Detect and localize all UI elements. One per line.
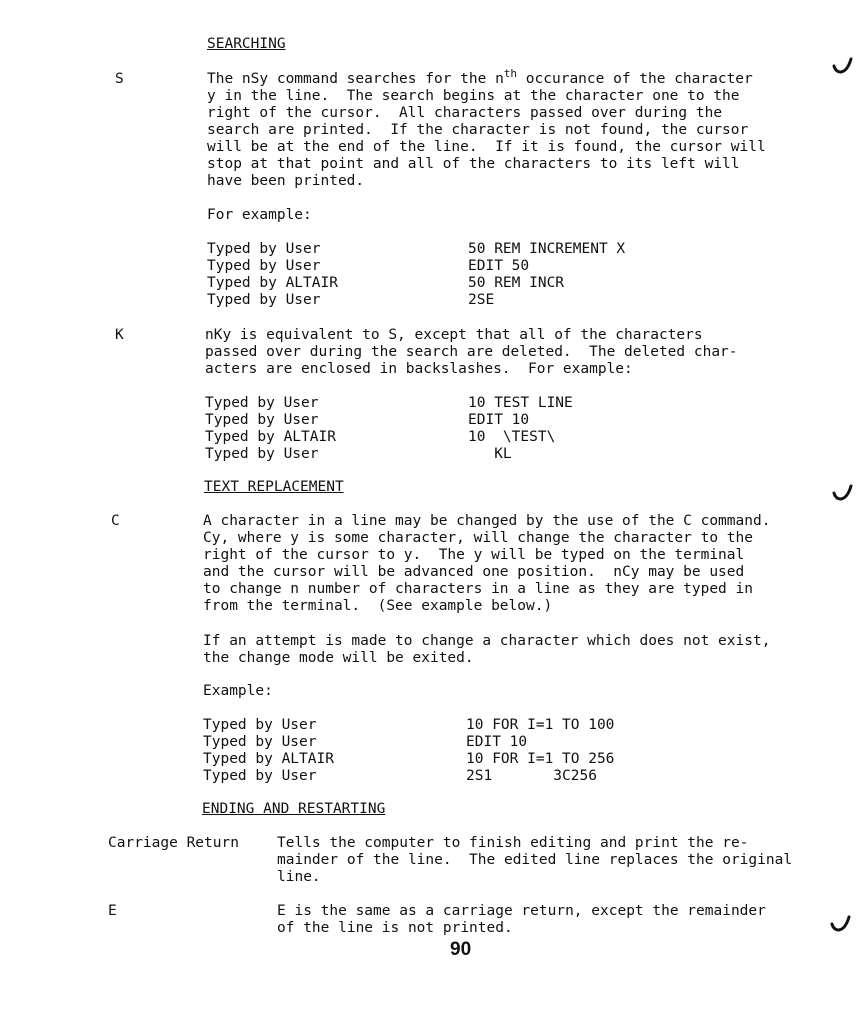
command-key-c: C bbox=[111, 513, 120, 529]
e-description bbox=[277, 903, 766, 937]
command-key-e: E bbox=[108, 903, 117, 919]
table-row bbox=[203, 751, 763, 768]
c-text-line: the change mode will be exited. bbox=[203, 650, 474, 666]
c-text-line: right of the cursor to y. The y will be typed on the terminal bbox=[203, 547, 745, 563]
typed-text-cell: 10 \TEST\ bbox=[468, 429, 556, 445]
s-description bbox=[207, 88, 766, 190]
table-row bbox=[205, 429, 765, 446]
table-row bbox=[205, 412, 765, 429]
typed-text-cell: KL bbox=[468, 446, 512, 462]
typed-text-cell: 10 FOR I=1 TO 256 bbox=[466, 751, 615, 767]
c-example-label: Example: bbox=[203, 683, 273, 699]
table-row bbox=[207, 275, 767, 292]
typed-by-cell: Typed by User bbox=[205, 412, 319, 428]
c-text-line: to change n number of characters in a line as they are typed in bbox=[203, 581, 753, 597]
c-text-line: A character in a line may be changed by the use of the C command. bbox=[203, 513, 771, 529]
s-text-line: search are printed. If the character is not found, the cursor bbox=[207, 122, 749, 138]
table-row bbox=[205, 395, 765, 412]
check-mark-icon bbox=[832, 483, 854, 505]
typed-by-cell: Typed by User bbox=[203, 734, 317, 750]
s-text-line: have been printed. bbox=[207, 173, 365, 189]
typed-by-cell: Typed by ALTAIR bbox=[207, 275, 338, 291]
c-description bbox=[203, 513, 770, 615]
typed-by-cell: Typed by User bbox=[205, 395, 319, 411]
typed-text-cell: 10 TEST LINE bbox=[468, 395, 573, 411]
typed-text-cell: EDIT 10 bbox=[468, 412, 530, 428]
table-row bbox=[205, 446, 765, 463]
k-text-line: acters are enclosed in backslashes. For example: bbox=[205, 361, 633, 377]
typed-by-cell: Typed by User bbox=[207, 292, 321, 308]
k-text-line: passed over during the search are deleted. The deleted char- bbox=[205, 344, 738, 360]
typed-text-cell: EDIT 10 bbox=[466, 734, 528, 750]
c-text-line: If an attempt is made to change a character which does not exist, bbox=[203, 633, 771, 649]
s-superscript: th bbox=[503, 67, 518, 81]
s-text-line: right of the cursor. All characters passed over during the bbox=[207, 105, 723, 121]
s-text-line: y in the line. The search begins at the character one to the bbox=[207, 88, 740, 104]
command-key-s: S bbox=[115, 71, 124, 87]
table-row bbox=[207, 258, 767, 275]
command-key-k: K bbox=[115, 327, 124, 343]
typed-by-cell: Typed by User bbox=[207, 258, 321, 274]
table-row bbox=[203, 768, 763, 785]
e-text-line: of the line is not printed. bbox=[277, 920, 513, 936]
e-text-line: E is the same as a carriage return, except the remainder bbox=[277, 903, 766, 919]
typed-text-cell: 2SE bbox=[468, 292, 495, 308]
typed-by-cell: Typed by User bbox=[205, 446, 319, 462]
c-description-2 bbox=[203, 633, 770, 667]
c-text-line: and the cursor will be advanced one position. nCy may be used bbox=[203, 564, 745, 580]
table-row bbox=[207, 241, 767, 258]
section-heading-searching: SEARCHING bbox=[207, 36, 286, 52]
s-description-line-1: The nSy command searches for the $n^{th}$ occurance of the character bbox=[207, 67, 753, 87]
carriage-return-text-line: line. bbox=[277, 869, 321, 885]
table-row bbox=[203, 717, 763, 734]
typed-text-cell: 50 REM INCR bbox=[468, 275, 565, 291]
typed-text-cell: 50 REM INCREMENT X bbox=[468, 241, 626, 257]
table-row bbox=[207, 292, 767, 309]
table-row bbox=[203, 734, 763, 751]
c-text-line: Cy, where y is some character, will change the character to the bbox=[203, 530, 753, 546]
page-number: 90 bbox=[450, 939, 472, 960]
command-key-carriage-return: Carriage Return bbox=[108, 835, 239, 851]
section-heading-ending-restarting: ENDING AND RESTARTING bbox=[202, 801, 386, 817]
section-heading-text-replacement: TEXT REPLACEMENT bbox=[204, 479, 344, 495]
check-mark-icon bbox=[832, 56, 854, 78]
check-mark-icon bbox=[830, 914, 852, 936]
carriage-return-description bbox=[277, 835, 792, 886]
c-text-line: from the terminal. (See example below.) bbox=[203, 598, 553, 614]
typed-by-cell: Typed by User bbox=[203, 717, 317, 733]
typed-by-cell: Typed by ALTAIR bbox=[203, 751, 334, 767]
s-for-example: For example: bbox=[207, 207, 312, 223]
k-text-line: nKy is equivalent to S, except that all of the characters bbox=[205, 327, 703, 343]
typed-text-cell: EDIT 50 bbox=[468, 258, 530, 274]
typed-text-cell: 2S1 3C256 bbox=[466, 768, 597, 784]
typed-by-cell: Typed by User bbox=[207, 241, 321, 257]
carriage-return-text-line: Tells the computer to finish editing and print the re- bbox=[277, 835, 749, 851]
typed-text-cell: 10 FOR I=1 TO 100 bbox=[466, 717, 615, 733]
typed-by-cell: Typed by ALTAIR bbox=[205, 429, 336, 445]
s-text-line: will be at the end of the line. If it is found, the cursor will bbox=[207, 139, 766, 155]
carriage-return-text-line: mainder of the line. The edited line replaces the original bbox=[277, 852, 793, 868]
k-description bbox=[205, 327, 738, 378]
s-text-line: stop at that point and all of the characters to its left will bbox=[207, 156, 740, 172]
typed-by-cell: Typed by User bbox=[203, 768, 317, 784]
